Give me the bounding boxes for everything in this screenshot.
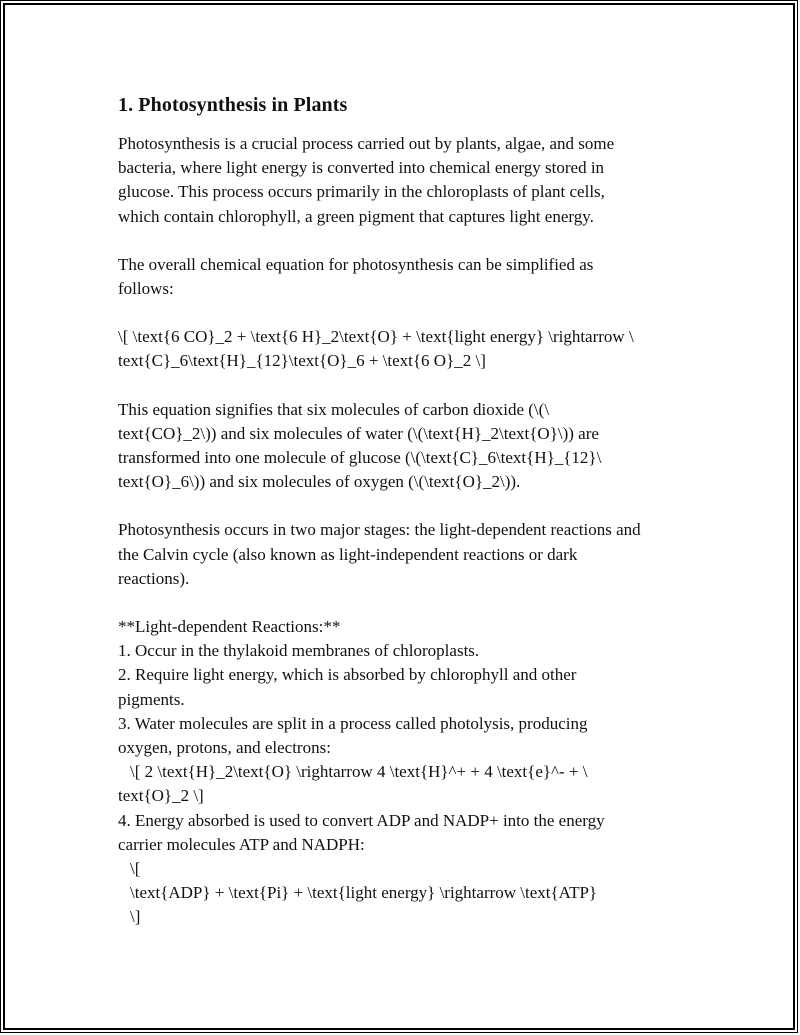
text-line: reactions). <box>118 568 190 588</box>
list-item-continuation: pigments. <box>118 689 185 709</box>
list-item: 1. Occur in the thylakoid membranes of chloroplasts. <box>118 641 480 661</box>
text-line: which contain chlorophyll, a green pigment that captures light energy. <box>118 206 594 226</box>
text-line: follows: <box>118 279 174 299</box>
equation-line: text{C}_6\text{H}_{12}\text{O}_6 + \text{6 O}_2 \] <box>118 351 486 371</box>
text-line: text{CO}_2\)) and six molecules of water (\(\text{H}_2\text{O}\)) are <box>118 423 599 443</box>
subsection-title: **Light-dependent Reactions:** <box>118 617 341 637</box>
light-dependent-section <box>118 615 698 930</box>
text-line: text{O}_6\)) and six molecules of oxygen (\(\text{O}_2\)). <box>118 472 521 492</box>
text-line: transformed into one molecule of glucose (\(\text{C}_6\text{H}_{12}\ <box>118 448 602 468</box>
document-body <box>118 92 698 954</box>
list-item-continuation: carrier molecules ATP and NADPH: <box>118 834 365 854</box>
intro-paragraph <box>118 132 698 229</box>
text-line: the Calvin cycle (also known as light-independent reactions or dark <box>118 544 578 564</box>
stages-paragraph <box>118 518 698 591</box>
text-line: Photosynthesis occurs in two major stages: the light-dependent reactions and <box>118 520 641 540</box>
equation-line: \text{ADP} + \text{Pi} + \text{light energy} \rightarrow \text{ATP} <box>130 883 598 903</box>
equation-intro-paragraph <box>118 253 698 301</box>
text-line: The overall chemical equation for photosynthesis can be simplified as <box>118 254 594 274</box>
explanation-paragraph <box>118 398 698 495</box>
equation-line: \[ \text{6 CO}_2 + \text{6 H}_2\text{O} + \text{light energy} \rightarrow \ <box>118 327 634 347</box>
equation-line: \[ <box>130 859 141 879</box>
equation-line: \[ 2 \text{H}_2\text{O} \rightarrow 4 \text{H}^+ + 4 \text{e}^- + \ <box>130 762 588 782</box>
overall-equation <box>118 325 698 373</box>
text-line: Photosynthesis is a crucial process carried out by plants, algae, and some <box>118 134 615 153</box>
equation-line: text{O}_2 \] <box>118 786 204 806</box>
text-line: This equation signifies that six molecules of carbon dioxide (\(\ <box>118 399 550 419</box>
list-item: 2. Require light energy, which is absorbed by chlorophyll and other <box>118 665 577 685</box>
list-item-continuation: oxygen, protons, and electrons: <box>118 738 331 758</box>
equation-line: \] <box>130 907 141 927</box>
section-heading: 1. Photosynthesis in Plants <box>118 94 348 116</box>
text-line: bacteria, where light energy is converted into chemical energy stored in <box>118 158 605 178</box>
list-item: 4. Energy absorbed is used to convert ADP and NADP+ into the energy <box>118 810 605 830</box>
list-item: 3. Water molecules are split in a process called photolysis, producing <box>118 713 588 733</box>
text-line: glucose. This process occurs primarily in the chloroplasts of plant cells, <box>118 182 605 202</box>
